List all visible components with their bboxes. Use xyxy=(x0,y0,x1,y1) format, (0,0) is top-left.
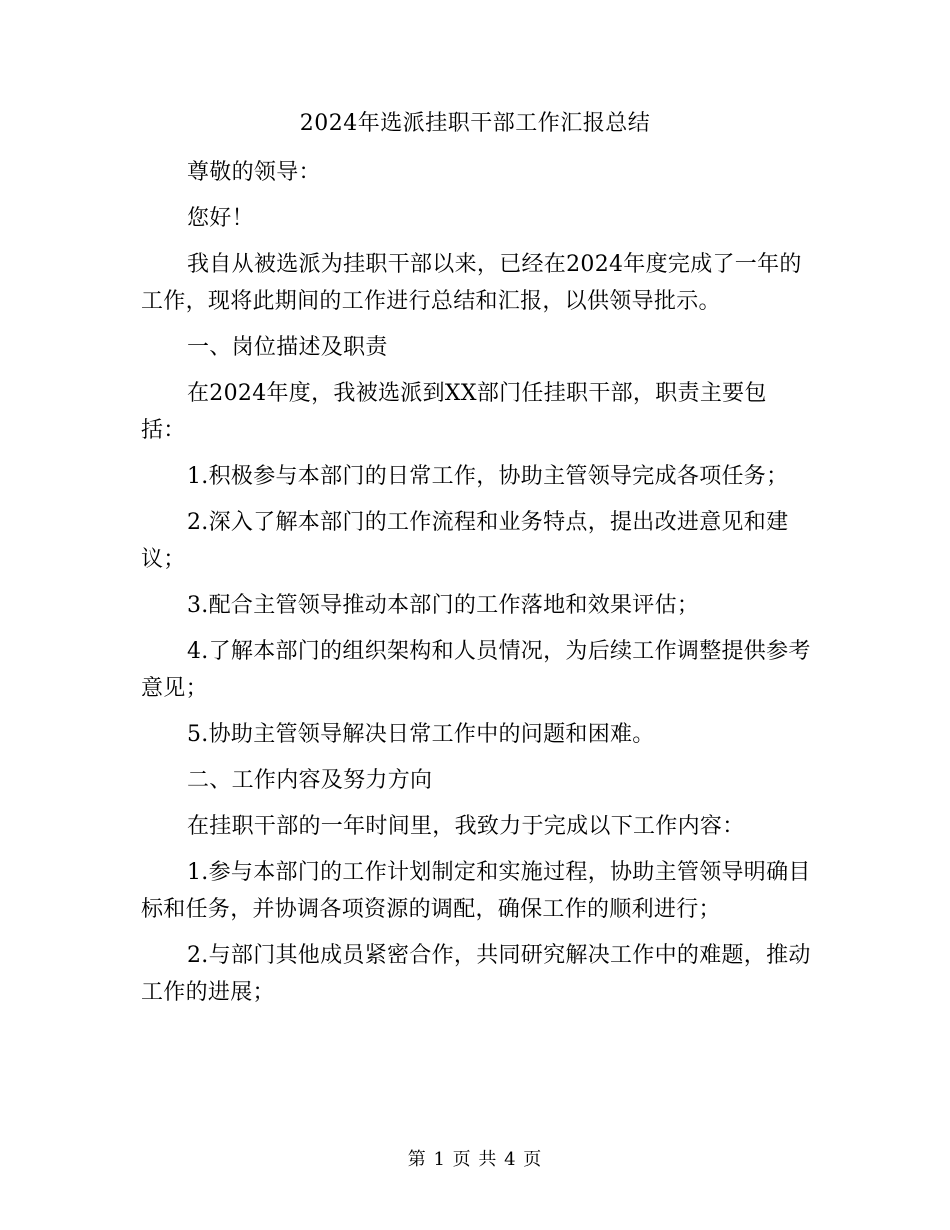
list-item: 2.深入了解本部门的工作流程和业务特点，提出改进意见和建议； xyxy=(141,510,789,572)
section-heading-1: 一、岗位描述及职责 xyxy=(187,335,388,360)
list-item: 4.了解本部门的组织架构和人员情况，为后续工作调整提供参考意见； xyxy=(141,639,811,701)
list-item: 3.配合主管领导推动本部门的工作落地和效果评估； xyxy=(187,593,700,618)
body-paragraph: 在挂职干部的一年时间里，我致力于完成以下工作内容： xyxy=(187,814,745,839)
page-number-footer xyxy=(0,1146,950,1174)
salutation: 尊敬的领导： xyxy=(187,160,321,185)
list-item: 5.协助主管领导解决日常工作中的问题和困难。 xyxy=(187,722,655,747)
list-item: 1.积极参与本部门的日常工作，协助主管领导完成各项任务； xyxy=(187,464,789,489)
list-item: 1.参与本部门的工作计划制定和实施过程，协助主管领导明确目标和任务，并协调各项资源的调配，确保工作的顺利进行； xyxy=(141,860,811,922)
document-title: 2024年选派挂职干部工作汇报总结 xyxy=(299,111,651,136)
greeting: 您好！ xyxy=(187,206,254,231)
list-item: 2.与部门其他成员紧密合作，共同研究解决工作中的难题，推动工作的进展； xyxy=(141,943,811,1005)
intro-paragraph: 我自从被选派为挂职干部以来，已经在2024年度完成了一年的工作，现将此期间的工作进行总结和汇报，以供领导批示。 xyxy=(141,252,802,314)
body-paragraph: 在2024年度，我被选派到XX部门任挂职干部，职责主要包括： xyxy=(141,381,767,443)
section-heading-2: 二、工作内容及努力方向 xyxy=(187,768,433,793)
document-body xyxy=(141,154,811,1020)
page-number-label: 第 1 页 共 4 页 xyxy=(407,1149,543,1170)
